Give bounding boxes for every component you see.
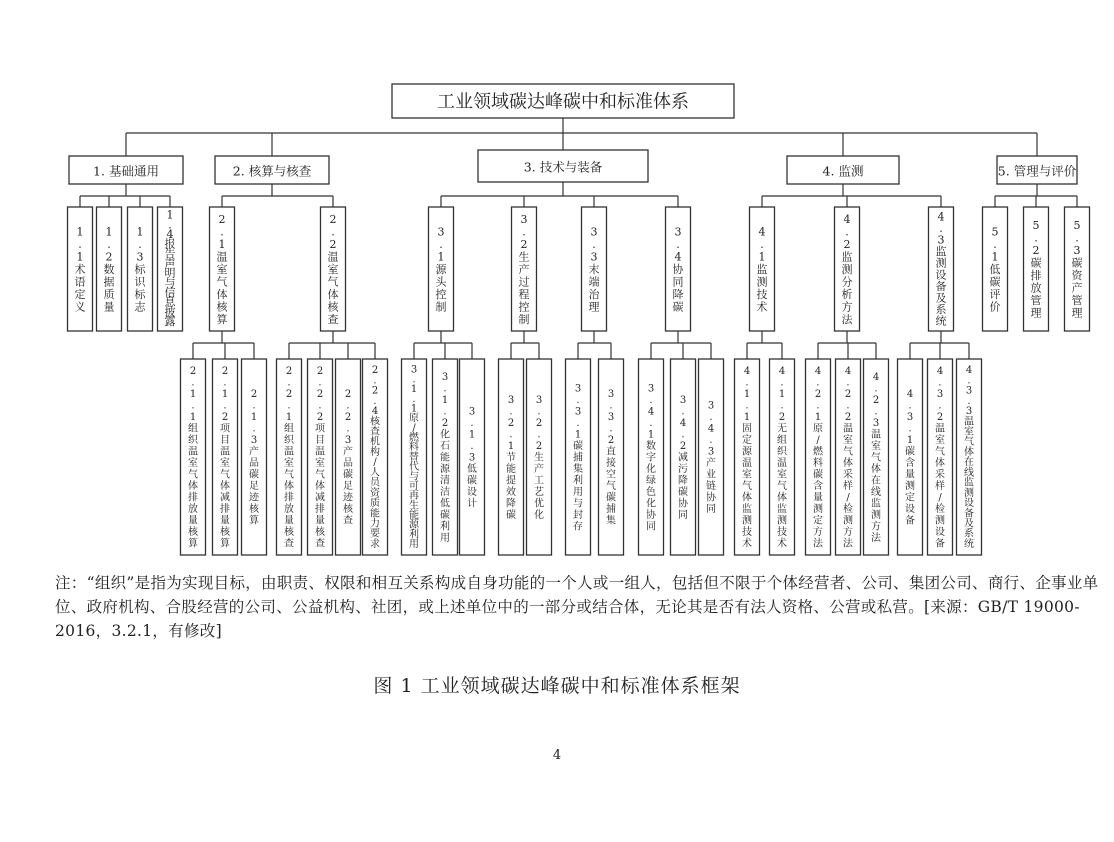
category-label: 5. 管理与评价 [997, 163, 1077, 179]
subcategory-label: 1 . 1 术语定义 [74, 225, 86, 314]
leaf-label: 4 . 3 . 2 温室气体采样/检测设备 [935, 366, 945, 550]
subcategory-label: 4 . 2 监测分析方法 [841, 212, 853, 326]
leaf-label: 3 . 2 . 2 生产工艺优化 [534, 394, 544, 521]
category-label: 4. 监测 [822, 163, 864, 179]
leaf-label: 4 . 1 . 1 固定源温室气体监测技术 [742, 366, 752, 550]
subcategory-label: 2 . 2 温室气体核查 [327, 212, 339, 326]
leaf-label: 3 . 4 . 2 减污降碳协同 [678, 394, 688, 521]
subcategory-label: 5 . 3 碳资产管理 [1071, 219, 1083, 320]
leaf-label: 3 . 4 . 1 数字化绿色化协同 [646, 383, 656, 533]
leaf-label: 2 . 1 . 2 项目温室气体减排量核算 [220, 366, 230, 550]
subcategory-label: 1 . 2 数据质量 [103, 225, 115, 314]
subcategory-label: 3 . 4 协同降碳 [672, 225, 684, 314]
category-label: 3. 技术与装备 [523, 159, 603, 175]
subcategory-label: 1 . 3 标识标志 [134, 225, 146, 314]
leaf-label: 3 . 1 . 1 原/燃料替代与可再生能源利用 [409, 364, 419, 551]
subcategory-label: 3 . 1 源头控制 [435, 225, 447, 314]
leaf-label: 4 . 2 . 1 原/燃料碳含量测定方法 [813, 366, 823, 550]
page-number: 4 [552, 748, 562, 763]
leaf-label: 2 . 2 . 2 项目温室气体减排量核查 [315, 366, 325, 550]
subcategory-label: 2 . 1 温室气体核算 [216, 212, 228, 326]
leaf-label: 2 . 2 . 4 核查机构/人员资质能力要求 [370, 365, 380, 550]
category-label: 1. 基础通用 [93, 163, 159, 179]
diagram-title: 工业领域碳达峰碳中和标准体系 [437, 91, 689, 113]
leaf-label: 3 . 3 . 1 碳捕集利用与封存 [573, 383, 583, 533]
leaf-label: 4 . 1 . 2 无组织温室气体监测技术 [777, 366, 787, 550]
leaf-label: 2 . 1 . 1 组织温室气体排放量核算 [188, 366, 198, 550]
subcategory-label: 3 . 3 末端治理 [588, 225, 600, 314]
leaf-label: 2 . 2 . 1 组织温室气体排放量核查 [284, 366, 294, 550]
category-label: 2. 核算与核查 [232, 163, 312, 179]
subcategory-label: 3 . 2 生产过程控制 [518, 212, 530, 326]
leaf-label: 2 . 2 . 3 产品碳足迹核查 [343, 389, 353, 527]
leaf-label: 3 . 2 . 1 节能提效降碳 [506, 394, 516, 521]
leaf-label: 4 . 3 . 3 温室气体在线监测设备及系统 [964, 365, 974, 550]
leaf-label: 2 . 1 . 3 产品碳足迹核算 [249, 389, 259, 527]
leaf-label: 4 . 3 . 1 碳含量测定设备 [905, 389, 915, 527]
leaf-label: 3 . 4 . 3 产业链协同 [706, 400, 716, 516]
figure-caption: 图 1 工业领域碳达峰碳中和标准体系框架 [373, 675, 741, 697]
subcategory-label: 1 . 4 报告声明与信息披露 [164, 208, 176, 329]
subcategory-label: 5 . 2 碳排放管理 [1030, 219, 1042, 320]
leaf-label: 4 . 2 . 2 温室气体采样/检测方法 [843, 366, 853, 550]
subcategory-label: 4 . 1 监测技术 [756, 225, 768, 314]
leaf-label: 4 . 2 . 3 温室气体在线监测方法 [871, 371, 881, 544]
subcategory-label: 5 . 1 低碳评价 [989, 225, 1001, 314]
leaf-label: 3 . 1 . 3 低碳设计 [467, 406, 477, 510]
leaf-label: 3 . 3 . 2 直接空气碳捕集 [606, 389, 616, 527]
leaf-label: 3 . 1 . 2 化石能源清洁低碳利用 [440, 371, 450, 544]
footnote: 注：“组织”是指为实现目标，由职责、权限和相互关系构成自身功能的一个人或一组人，包括但不限于个体经营者、公司、集团公司、商行、企事业单位、政府机构、合股经营的公司、公益机构、社团，或上述单位中的一部分或结合体，无论其是否有法人资格、公营或私营。[来源：GB/T 19000-2016，3.2.1，有修改] [55, 574, 1099, 640]
subcategory-label: 4 . 3 监测设备及系统 [935, 210, 947, 328]
